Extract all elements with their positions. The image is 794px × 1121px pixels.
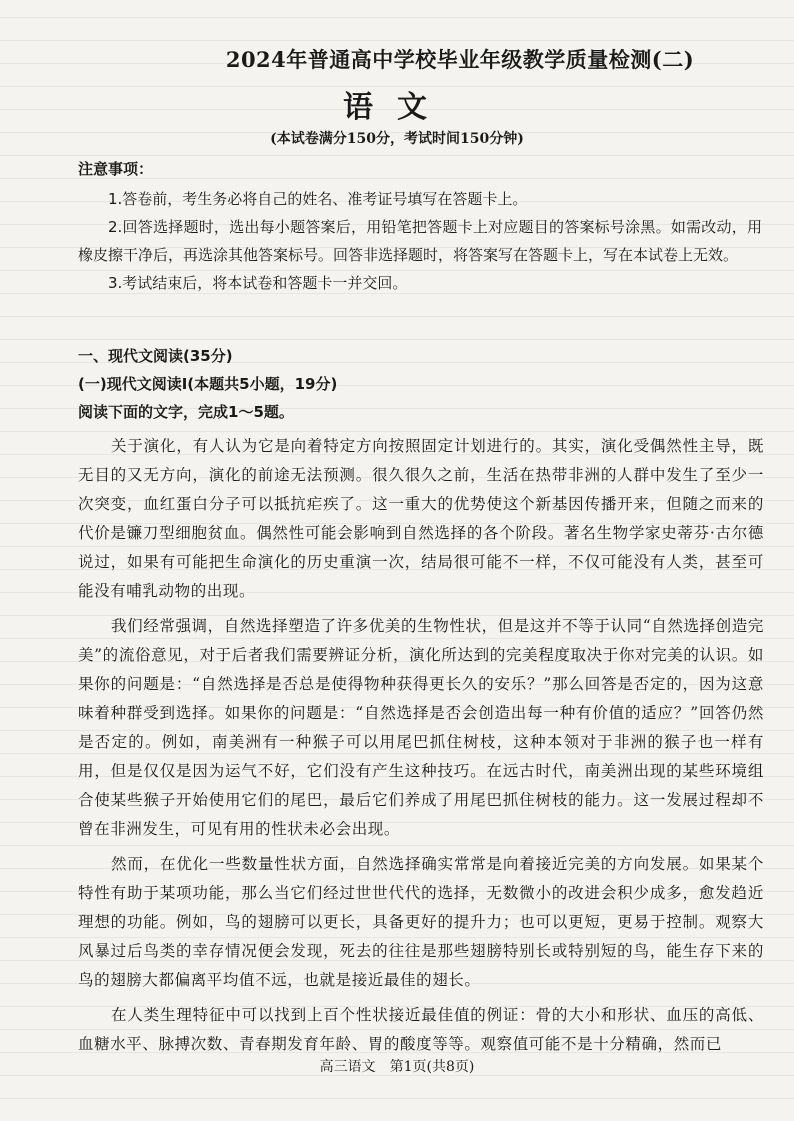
reading-passage [78,432,764,1059]
notice-item: 1.答卷前，考生务必将自己的姓名、准考证号填写在答题卡上。 [108,190,528,208]
subject-title: 语文 [343,90,451,125]
notice-item: 2.回答选择题时，选出每小题答案后，用铅笔把答题卡上对应题目的答案标号涂黑。如需改动，用橡皮擦干净后，再选涂其他答案标号。回答非选择题时，将答案写在答题卡上，写在本试卷上无效。 [78,218,762,264]
notice-item: 3.考试结束后，将本试卷和答题卡一并交回。 [108,274,408,292]
notice-heading: 注意事项： [78,160,154,178]
notice-list [78,185,762,297]
page-footer: 高三语文 第1页(共8页) [319,1059,475,1075]
passage-paragraph: 然而，在优化一些数量性状方面，自然选择确实常常是向着接近完美的方向发展。如果某个特性有助于某项功能，那么当它们经过世世代代的选择，无数微小的改进会积少成多，愈发趋近理想的功能。例如，鸟的翅膀可以更长，具备更好的提升力；也可以更短，更易于控制。观察大风暴过后鸟类的幸存情况便会发现，死去的往往是那些翅膀特别长或特别短的鸟，能生存下来的鸟的翅膀大都偏离平均值不远，也就是接近最佳的翅长。 [78,855,764,989]
subsection-title: (一)现代文阅读Ⅰ(本题共5小题，19分) [78,375,338,393]
exam-title: 2024年普通高中学校毕业年级教学质量检测(二) [225,47,695,72]
passage-paragraph: 关于演化，有人认为它是向着特定方向按照固定计划进行的。其实，演化受偶然性主导，既无目的又无方向，演化的前途无法预测。很久很久之前，生活在热带非洲的人群中发生了至少一次突变，血红蛋白分子可以抵抗疟疾了。这一重大的优势使这个新基因传播开来，但随之而来的代价是镰刀型细胞贫血。偶然性可能会影响到自然选择的各个阶段。著名生物学家史蒂芬·古尔德说过，如果有可能把生命演化的历史重演一次，结局很可能不一样，不仅可能没有人类，甚至可能没有哺乳动物的出现。 [78,437,764,600]
passage-paragraph: 我们经常强调，自然选择塑造了许多优美的生物性状，但是这并不等于认同“自然选择创造完美”的流俗意见，对于后者我们需要辨证分析，演化所达到的完美程度取决于你对完美的认识。如果你的问题是：“自然选择是否总是使得物种获得更长久的安乐？”那么回答是否定的，因为这意味着种群受到选择。如果你的问题是：“自然选择是否会创造出每一种有价值的适应？”回答仍然是否定的。例如，南美洲有一种猴子可以用尾巴抓住树枝，这种本领对于非洲的猴子也一样有用，但是仅仅是因为运气不好，它们没有产生这种技巧。在远古时代，南美洲出现的某些环境组合使某些猴子开始使用它们的尾巴，最后它们养成了用尾巴抓住树枝的能力。这一发展过程却不曾在非洲发生，可见有用的性状未必会出现。 [78,617,764,838]
score-info: (本试卷满分150分，考试时间150分钟) [270,131,524,147]
passage-paragraph: 在人类生理特征中可以找到上百个性状接近最佳值的例证：骨的大小和形状、血压的高低、血糖水平、脉搏次数、青春期发育年龄、胃的酸度等等。观察值可能不是十分精确，然而已 [78,1006,764,1053]
section-title: 一、现代文阅读(35分) [78,347,233,365]
reading-instruction: 阅读下面的文字，完成1～5题。 [78,403,294,421]
